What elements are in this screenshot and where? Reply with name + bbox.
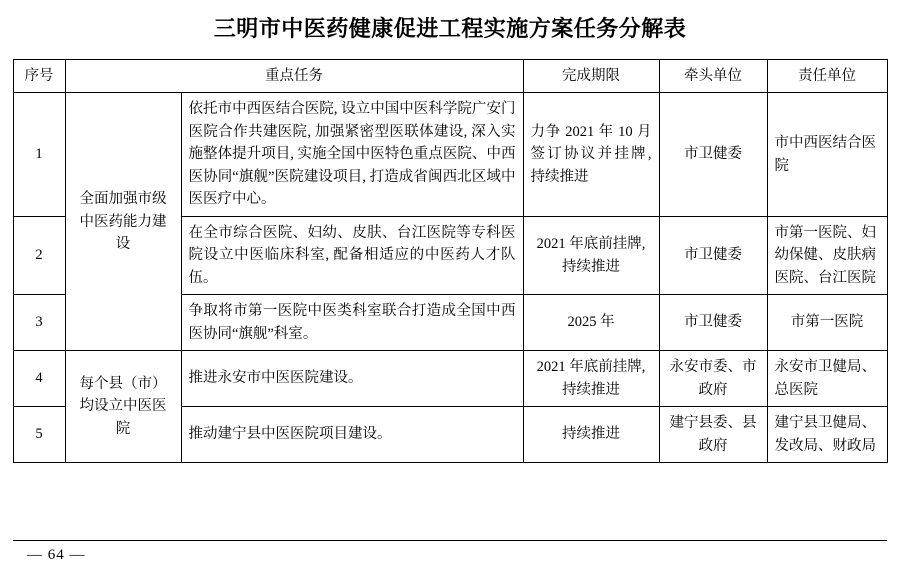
document-page [0, 12, 900, 574]
cell-seq: 3 [13, 295, 65, 351]
cell-lead: 永安市委、市政府 [659, 351, 767, 407]
footer-divider [13, 540, 887, 541]
cell-seq: 5 [13, 407, 65, 463]
cell-responsible: 市第一医院、妇幼保健、皮肤病医院、台江医院 [767, 216, 887, 294]
task-breakdown-table [13, 59, 888, 463]
table-body [13, 93, 887, 463]
cell-group-label: 每个县（市）均设立中医医院 [65, 351, 181, 463]
cell-task: 推进永安市中医医院建设。 [181, 351, 523, 407]
column-header-lead: 牵头单位 [659, 60, 767, 93]
cell-deadline: 2021 年底前挂牌, 持续推进 [523, 216, 659, 294]
table-row [13, 351, 887, 407]
column-header-seq: 序号 [13, 60, 65, 93]
cell-lead: 市卫健委 [659, 295, 767, 351]
cell-seq: 2 [13, 216, 65, 294]
cell-task: 争取将市第一医院中医类科室联合打造成全国中西医协同“旗舰”科室。 [181, 295, 523, 351]
cell-task: 在全市综合医院、妇幼、皮肤、台江医院等专科医院设立中医临床科室, 配备相适应的中医药人才队伍。 [181, 216, 523, 294]
cell-group-label: 全面加强市级中医药能力建设 [65, 93, 181, 351]
table-row [13, 93, 887, 216]
cell-seq: 1 [13, 93, 65, 216]
cell-responsible: 建宁县卫健局、发改局、财政局 [767, 407, 887, 463]
cell-deadline: 2025 年 [523, 295, 659, 351]
page-number: — 64 — [27, 547, 86, 563]
page-title: 三明市中医药健康促进工程实施方案任务分解表 [213, 17, 687, 42]
cell-lead: 建宁县委、县政府 [659, 407, 767, 463]
cell-responsible: 市中西医结合医院 [767, 93, 887, 216]
cell-task: 依托市中西医结合医院, 设立中国中医科学院广安门医院合作共建医院, 加强紧密型医联体建设, 深入实施整体提升项目, 实施全国中医特色重点医院、中西医协同“旗舰”医院建设项目, 打造成省闽西北区域中医医疗中心。 [181, 93, 523, 216]
cell-responsible: 永安市卫健局、总医院 [767, 351, 887, 407]
cell-lead: 市卫健委 [659, 216, 767, 294]
table-header-row [13, 60, 887, 93]
cell-lead: 市卫健委 [659, 93, 767, 216]
cell-deadline: 持续推进 [523, 407, 659, 463]
column-header-deadline: 完成期限 [523, 60, 659, 93]
column-header-task: 重点任务 [65, 60, 523, 93]
table-header [13, 60, 887, 93]
column-header-responsible: 责任单位 [767, 60, 887, 93]
cell-responsible: 市第一医院 [767, 295, 887, 351]
cell-deadline: 2021 年底前挂牌, 持续推进 [523, 351, 659, 407]
page-footer [13, 540, 887, 564]
cell-task: 推动建宁县中医医院项目建设。 [181, 407, 523, 463]
cell-deadline: 力争 2021 年 10 月签订协议并挂牌, 持续推进 [523, 93, 659, 216]
cell-seq: 4 [13, 351, 65, 407]
